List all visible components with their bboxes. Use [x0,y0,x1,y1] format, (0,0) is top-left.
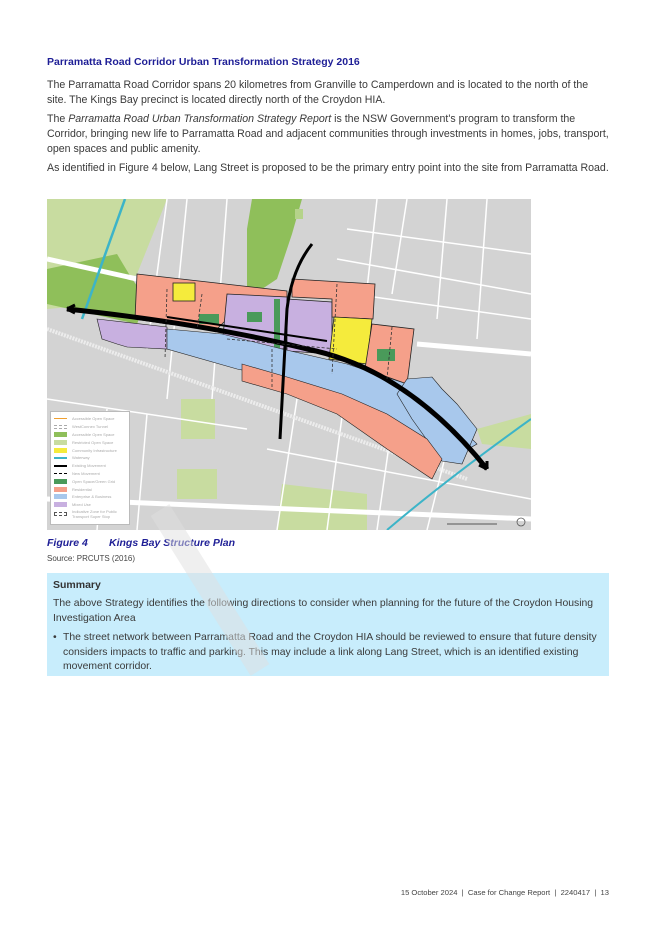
paragraph-corridor: The Parramatta Road Corridor spans 20 kilometres from Granville to Camperdown and is located to the north of the site. The Kings Bay precinct is located directly north of the Croydon HIA. [47,79,589,106]
legend-item [54,493,126,501]
section-heading: Parramatta Road Corridor Urban Transformation Strategy 2016 [47,56,360,68]
green-grid-1 [247,312,262,322]
legend-item [54,470,126,478]
legend-label: Indicative Zone for Public Transport Super Stop [72,508,117,519]
legend-label: Residential [72,486,92,492]
legend-item [54,431,126,439]
tunnel-swatch [54,425,67,429]
legend-label: Open Space/Green Grid [72,478,116,484]
paragraph-suffix: is the NSW Government's program to transform the Corridor, bringing new life to Parramatta Road and adjacent communities through investments in homes, jobs, transport, open spaces and public amenity. [47,113,609,155]
legend-label: Restricted Open Space [72,439,114,445]
legend-item [54,477,126,485]
swatch [54,465,67,467]
legend-label: Existing Movement [72,463,106,469]
legend-label: Accessible Open Space [72,416,115,422]
swatch [54,473,67,474]
legend-label: WestConnex Tunnel [72,424,108,430]
legend-item [54,415,126,423]
open-space-marker-icon [54,416,67,421]
legend-item [54,509,126,519]
paragraph-strategy-report [47,112,609,157]
swatch [54,457,67,459]
legend-item [54,438,126,446]
green-grid-3 [377,349,395,361]
swatch [54,440,67,445]
swatch [54,512,67,516]
legend-label: Enterprise & Business [72,494,112,500]
paragraph-lang-street: As identified in Figure 4 below, Lang Street is proposed to be the primary entry point into the site from Parramatta Road. [47,162,609,174]
bullet-icon: • [53,632,57,643]
legend-label: Mixed Use [72,502,91,508]
summary-title: Summary [53,579,101,591]
lucas-gardens-school [173,283,195,301]
summary-bullet [53,631,603,675]
swatch [54,448,67,453]
blair-park [177,469,217,499]
legend-item [54,454,126,462]
legend-item [54,423,126,431]
mengal-park [181,399,215,439]
legend-label: New Movement [72,470,100,476]
swatch [54,494,67,499]
swatch [54,479,67,484]
legend-item [54,485,126,493]
figure-caption [47,537,235,549]
small-park [295,209,303,219]
swatch [54,432,67,437]
paragraph-prefix: The [47,113,69,125]
bullet-text: The street network between Parramatta Road and the Croydon HIA should be reviewed to ensure that future density considers impacts to traffic and parking. This may include a link along Lang Street, which is an identified existing movement corridor. [63,632,597,672]
structure-plan-map [47,199,531,530]
legend-label: Waterway [72,455,90,461]
swatch [54,502,67,507]
legend-label: Accessible Open Space [72,431,115,437]
legend-item [54,446,126,454]
legend-item [54,501,126,509]
legend-item [54,462,126,470]
green-grid-lang [274,299,280,354]
page-footer: 15 October 2024 | Case for Change Report | 2240417 | 13 [400,888,609,897]
figure-title: Kings Bay Structure Plan [109,537,236,549]
legend-label: Community Infrastructure [72,447,117,453]
map-legend [50,411,130,525]
swatch [54,487,67,492]
figure-source: Source: PRCUTS (2016) [47,554,136,563]
summary-box [47,573,609,676]
report-title-italic: Parramatta Road Urban Transformation Strategy Report [68,113,332,125]
summary-text: The above Strategy identifies the following directions to consider when planning for the future of the Croydon Housing Investigation Area [53,598,594,624]
figure-number: Figure 4 [47,537,88,549]
